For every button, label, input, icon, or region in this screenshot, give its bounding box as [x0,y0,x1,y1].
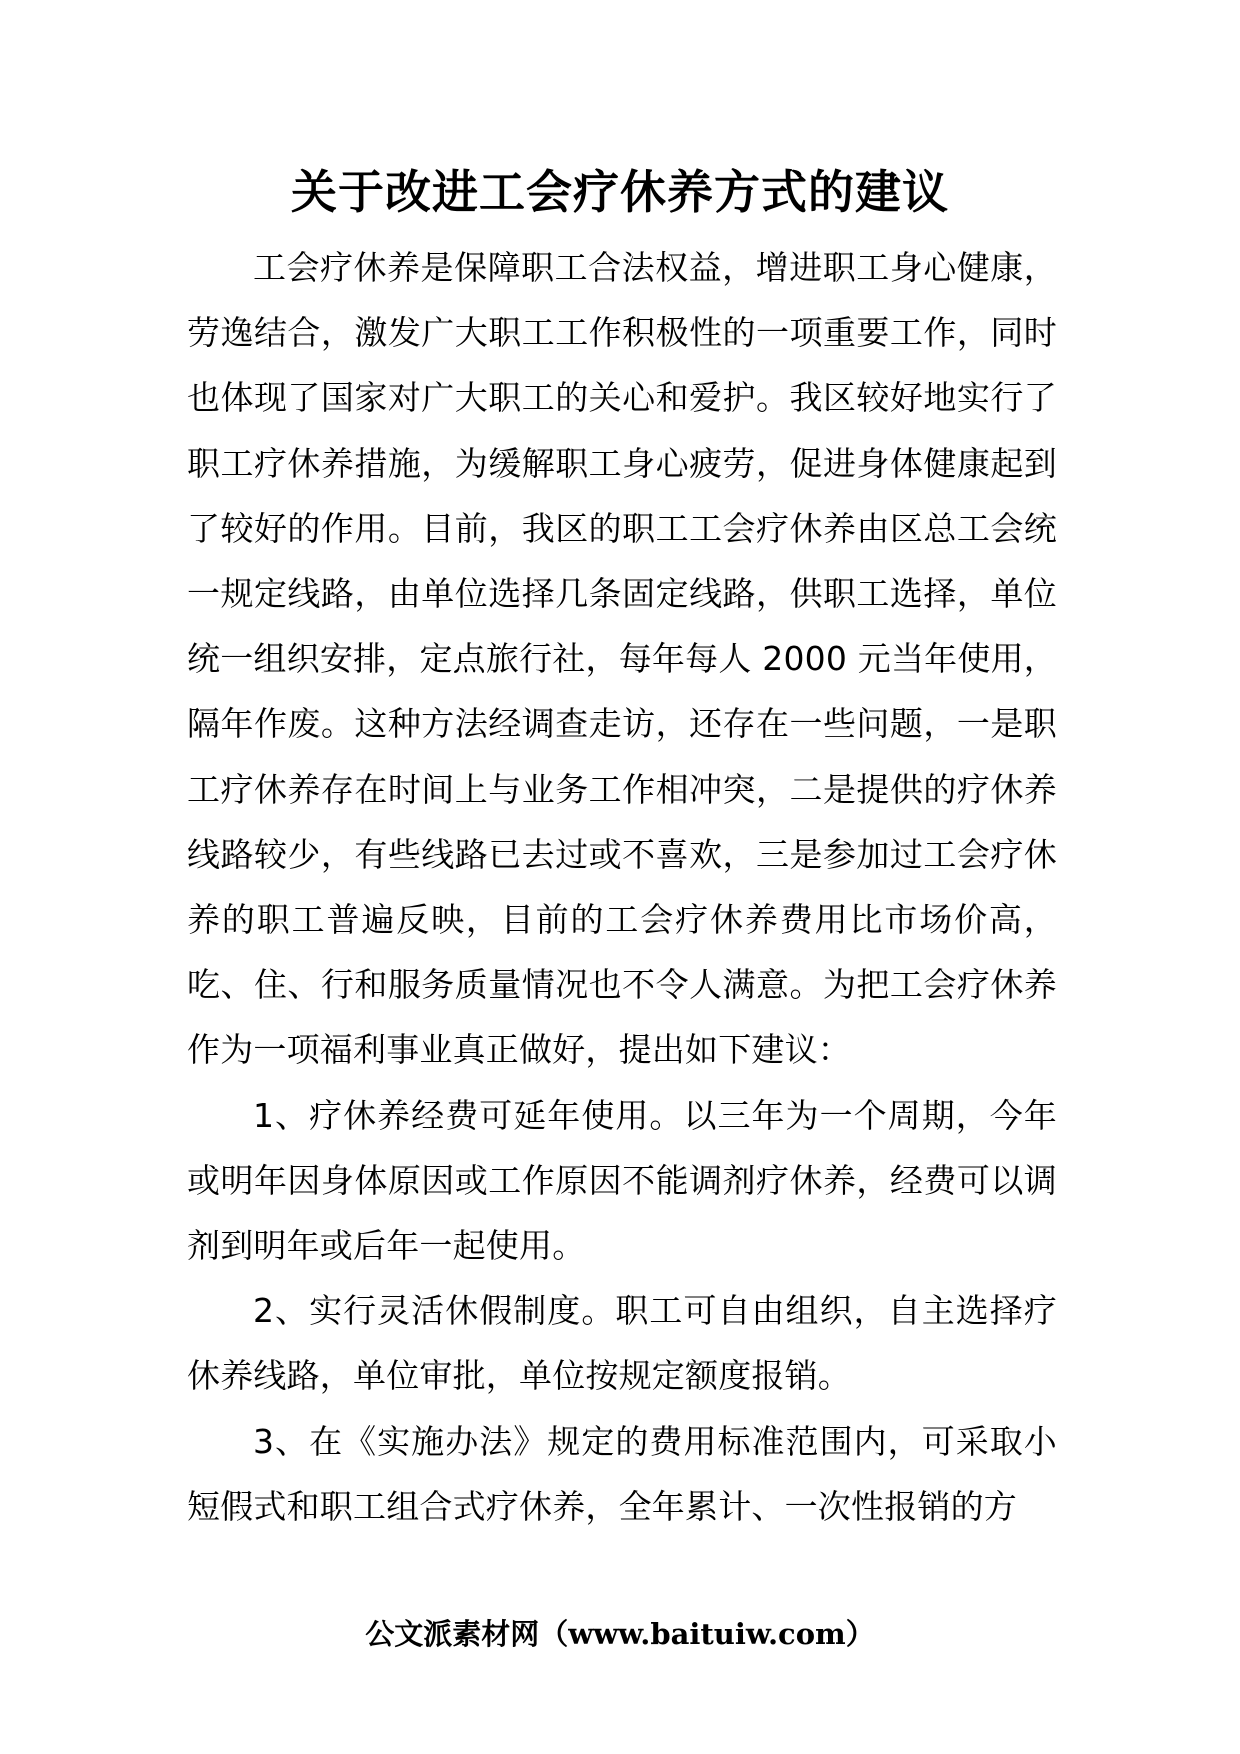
paragraph-suggestion-1: 1、疗休养经费可延年使用。以三年为一个周期，今年或明年因身体原因或工作原因不能调剂疗休养，经费可以调剂到明年或后年一起使用。 [187,1095,1057,1266]
page-footer-watermark: 公文派素材网（www.baituiw.com） [365,1617,875,1651]
paragraph-intro: 工会疗休养是保障职工合法权益，增进职工身心健康，劳逸结合，激发广大职工工作积极性的一项重要工作，同时也体现了国家对广大职工的关心和爱护。我区较好地实行了职工疗休养措施，为缓解职工身心疲劳，促进身体健康起到了较好的作用。目前，我区的职工工会疗休养由区总工会统一规定线路，由单位选择几条固定线路，供职工选择，单位统一组织安排，定点旅行社，每年每人 2000 元当年使用，隔年作废。这种方法经调查走访，还存在一些问题，一是职工疗休养存在时间上与业务工作相冲突，二是提供的疗休养线路较少，有些线路已去过或不喜欢，三是参加过工会疗休养的职工普遍反映，目前的工会疗休养费用比市场价高，吃、住、行和服务质量情况也不令人满意。为把工会疗休养作为一项福利事业真正做好，提出如下建议： [187,248,1057,1070]
document-body [187,235,1057,1539]
document-title: 关于改进工会疗休养方式的建议 [291,165,949,219]
paragraph-suggestion-2: 2、实行灵活休假制度。职工可自由组织，自主选择疗休养线路，单位审批，单位按规定额度报销。 [187,1291,1057,1396]
paragraph-suggestion-3: 3、在《实施办法》规定的费用标准范围内，可采取小短假式和职工组合式疗休养，全年累计、一次性报销的方 [187,1421,1057,1526]
